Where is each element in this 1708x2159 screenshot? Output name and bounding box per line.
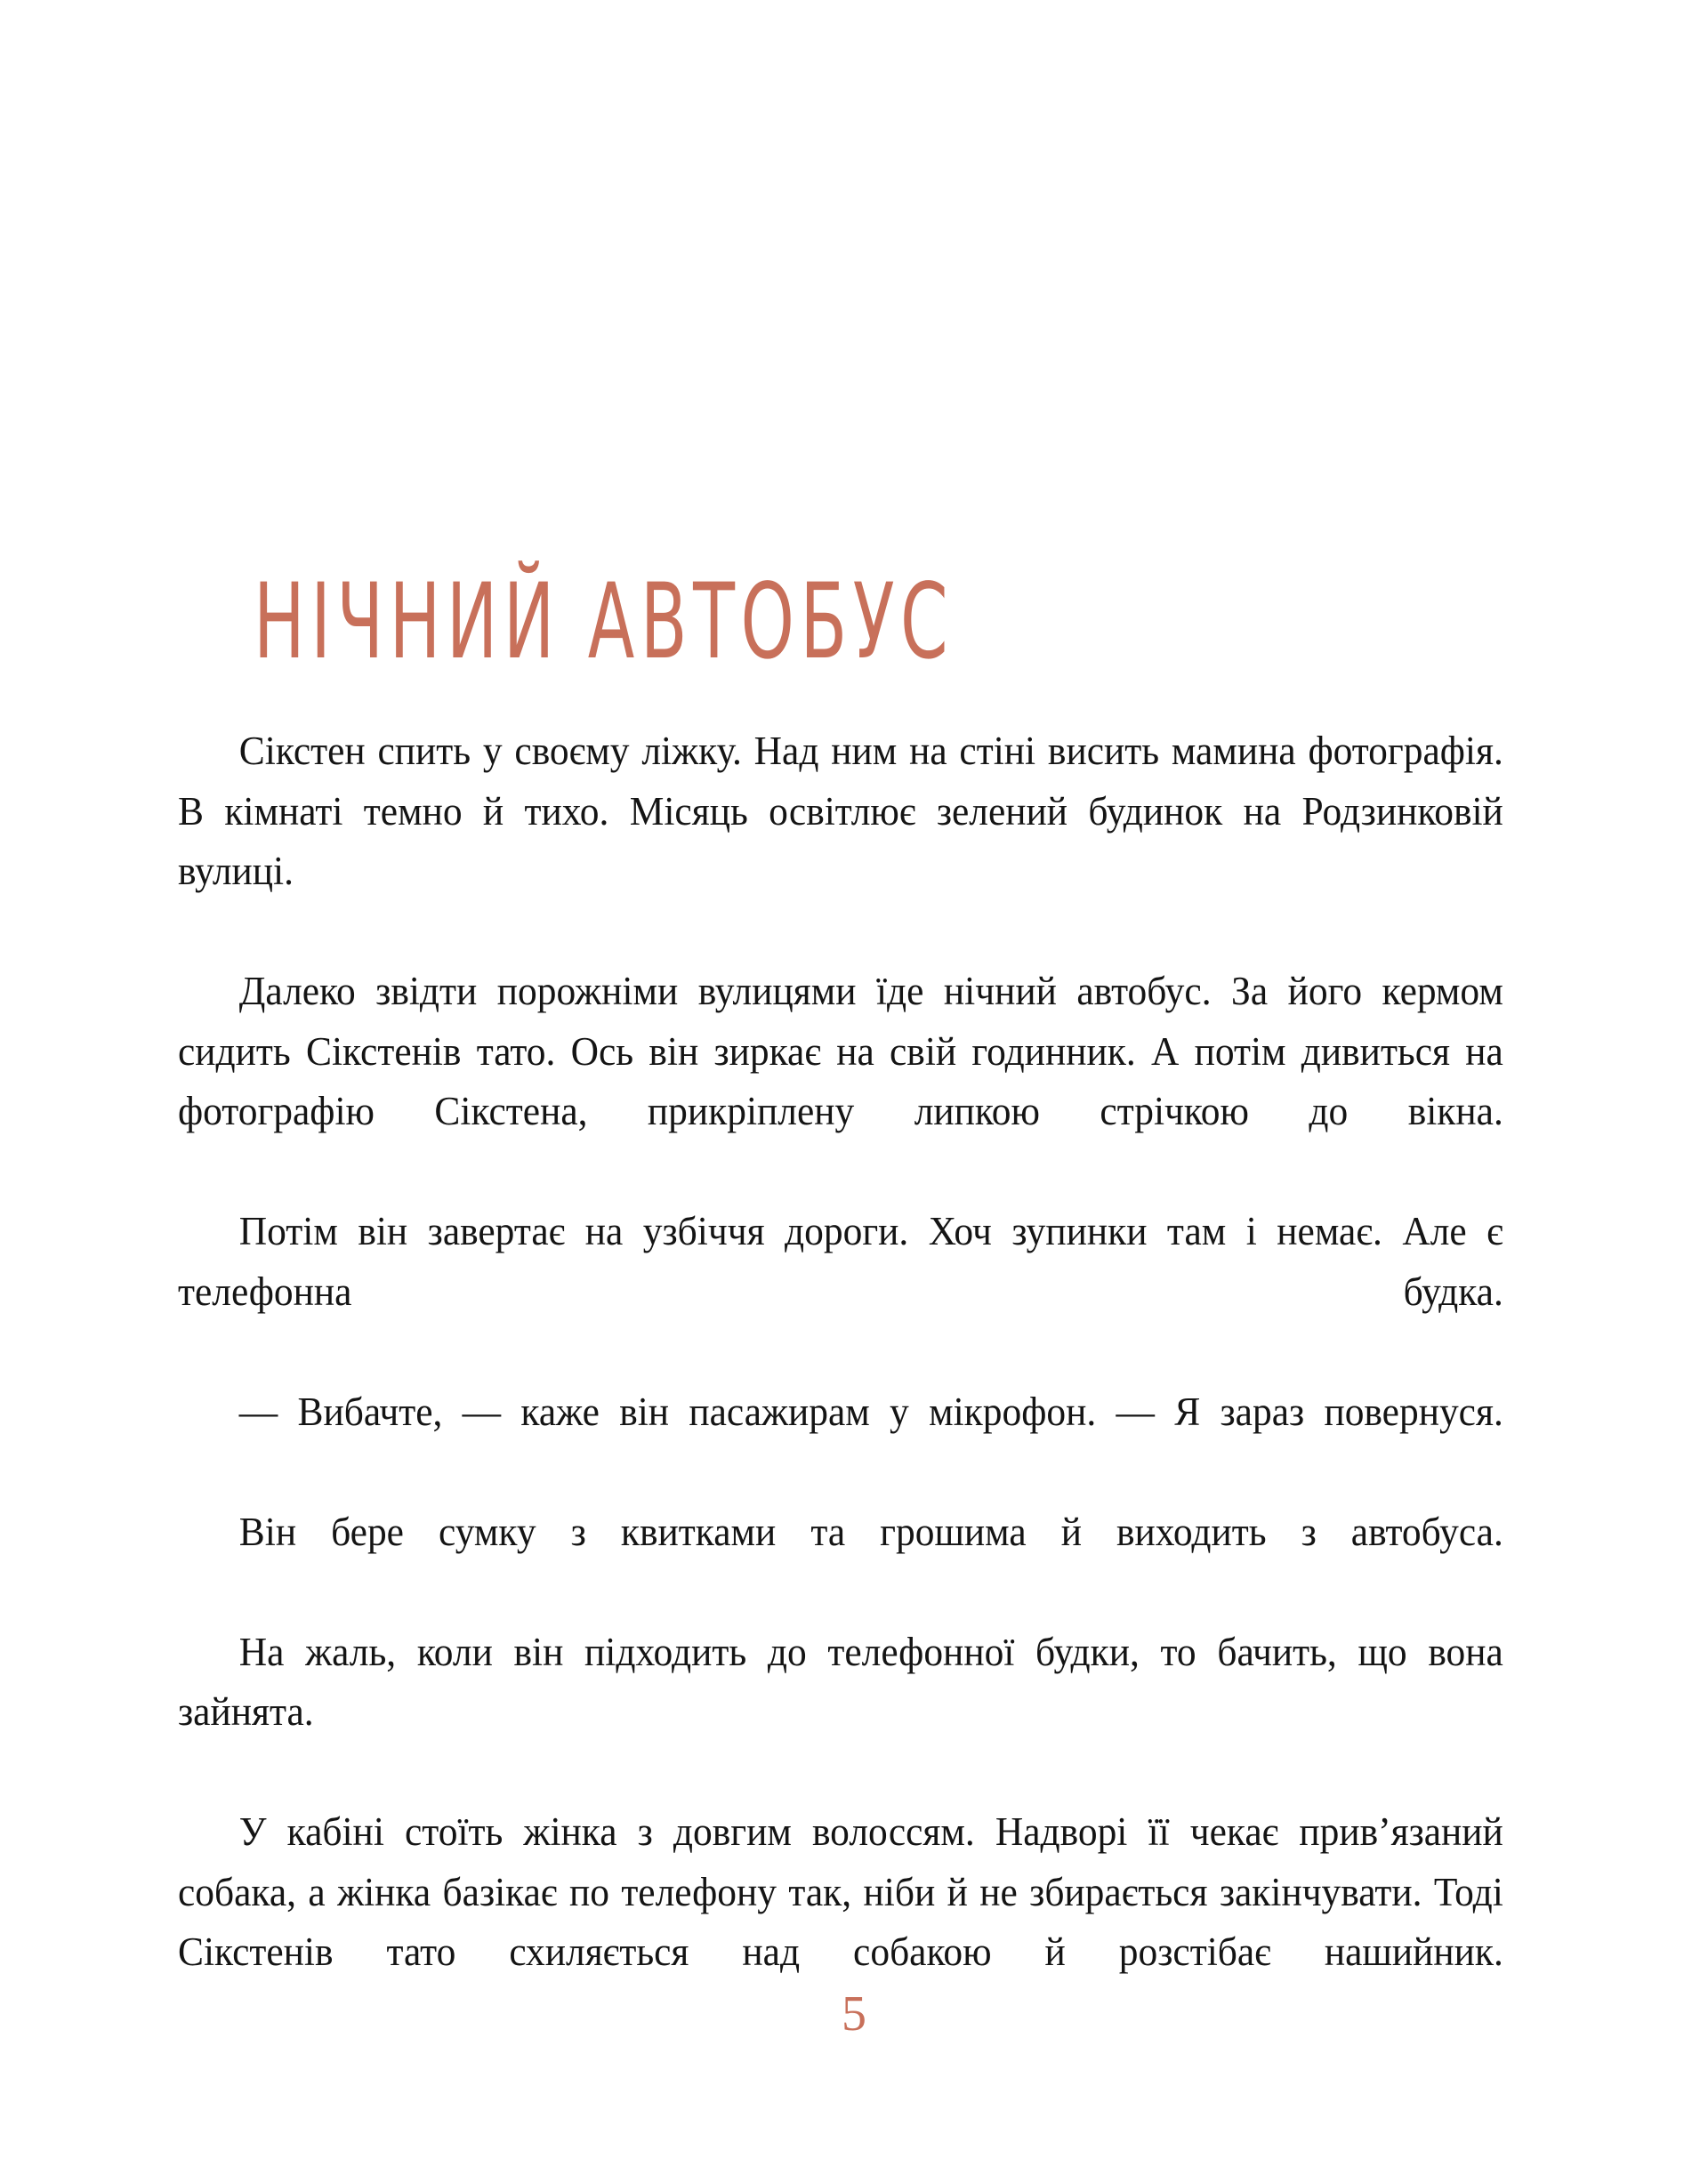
paragraph: — Вибачте, — каже він пасажирам у мікрофон. — Я зараз повернуся. bbox=[238, 1388, 1503, 1434]
paragraph: Потім він завертає на узбіччя дороги. Хоч зупинки там і немає. Але є телефонна будка. bbox=[178, 1208, 1503, 1314]
paragraph: На жаль, коли він підходить до телефонної будки, то бачить, що вона зайнята. bbox=[178, 1628, 1503, 1734]
body-text-block bbox=[178, 721, 1503, 2042]
paragraph: Сікстен спить у своєму ліжку. Над ним на стіні висить мамина фотографія. В кімнаті темно й тихо. Місяць освітлює зелений будинок на Родзинковій вулиці. bbox=[178, 728, 1503, 893]
chapter-title: НІЧНИЙ АВТОБУС bbox=[254, 560, 955, 683]
paragraph: Далеко звідти порожніми вулицями їде нічний автобус. За його кермом сидить Сікстенів тато. Ось він зиркає на свій годинник. А потім дивиться на фотографію Сікстена, прикріплену липкою стрічкою до вікна. bbox=[178, 968, 1503, 1133]
paragraph: Він бере сумку з квитками та грошима й виходить з автобуса. bbox=[238, 1508, 1503, 1554]
page-number: 5 bbox=[842, 1986, 866, 2042]
paragraph: У кабіні стоїть жінка з довгим волоссям. Надворі її чекає прив’язаний собака, а жінка базікає по телефону так, ніби й не збирається закінчувати. Тоді Сікстенів тато схиляється над собакою й розстібає нашийник. bbox=[178, 1809, 1503, 1974]
page-content-column bbox=[178, 0, 1503, 2159]
